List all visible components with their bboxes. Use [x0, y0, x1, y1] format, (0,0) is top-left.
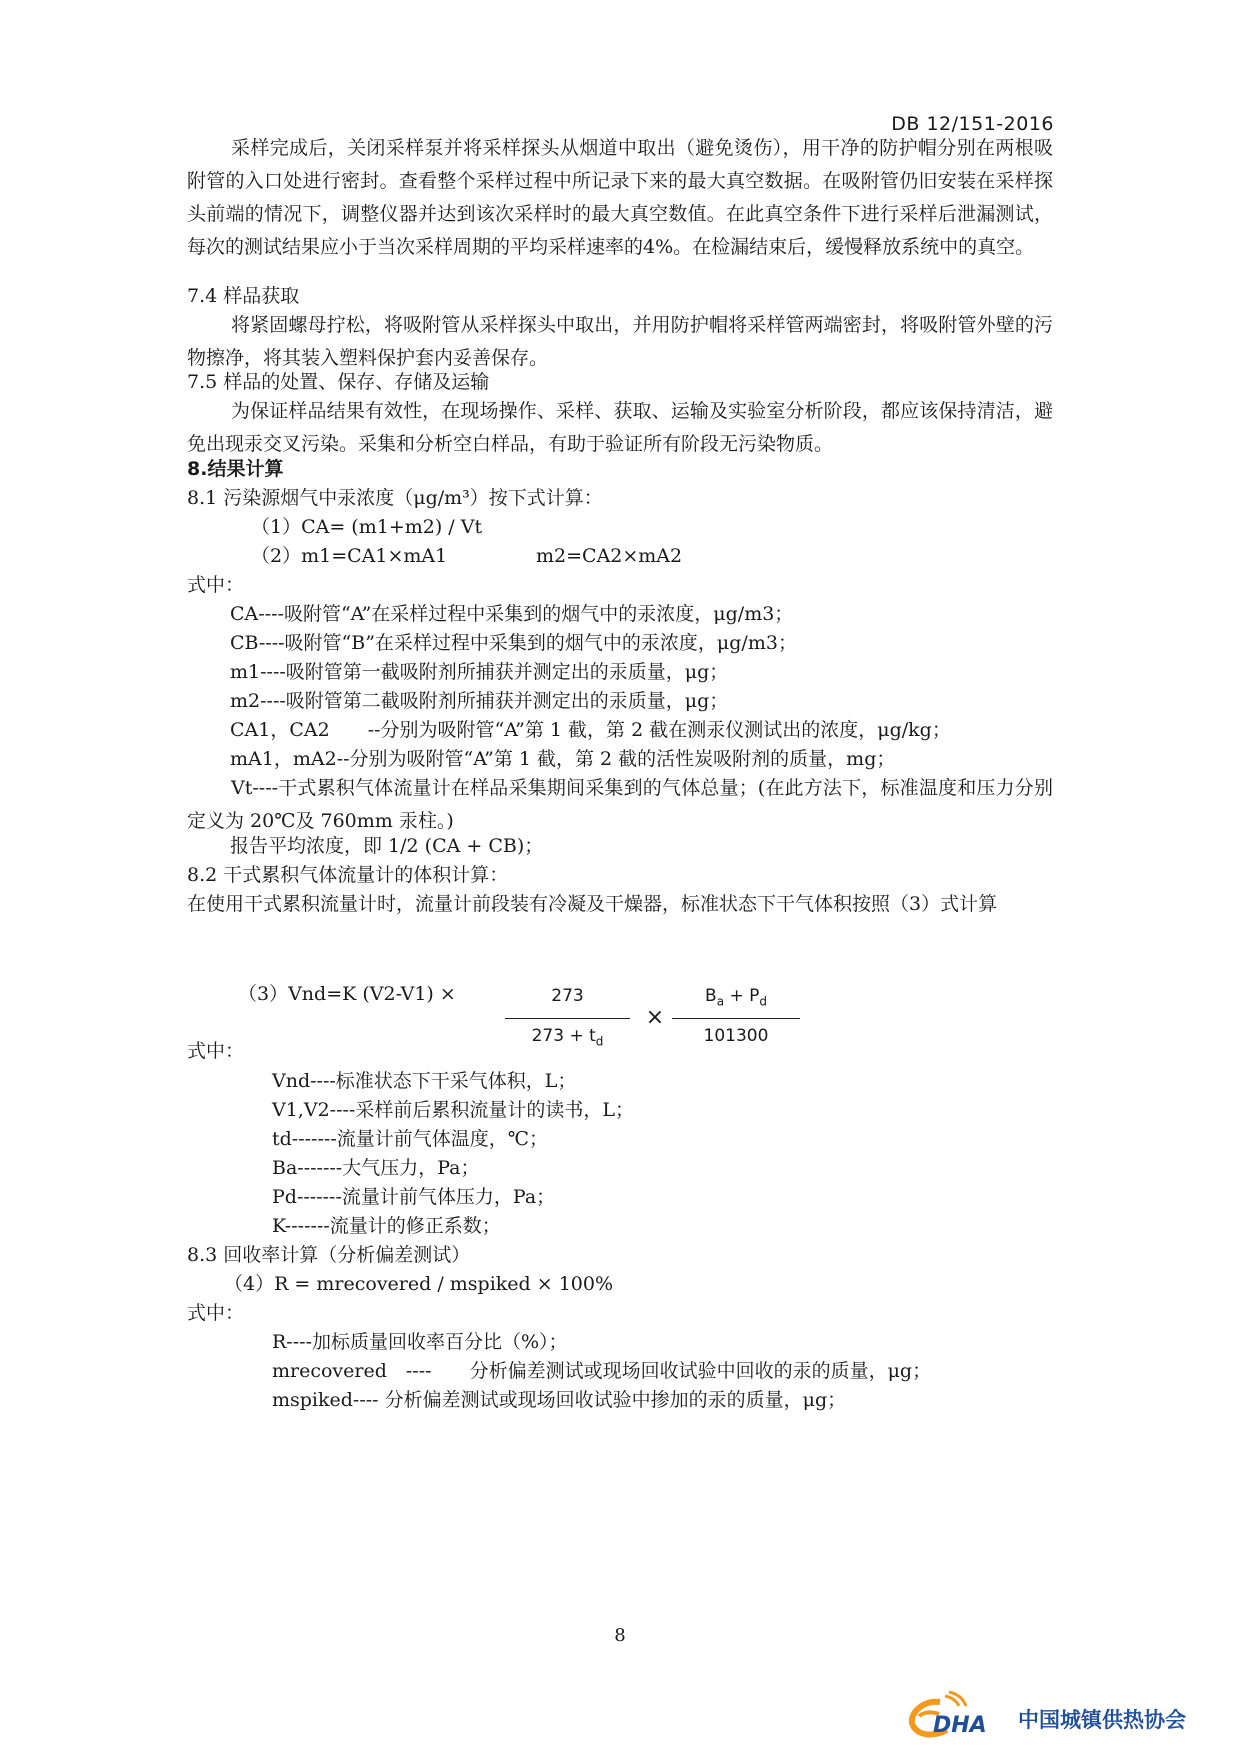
- paragraph-sampling-complete: 采样完成后，关闭采样泵并将采样探头从烟道中取出（避免烫伤），用干净的防护帽分别在两根吸附管的入口处进行密封。查看整个采样过程中所记录下来的最大真空数据。在吸附管仍旧安装在采样探头前端的情况下，调整仪器并达到该次采样时的最大真空数值。在此真空条件下进行采样后泄漏测试，每次的测试结果应小于当次采样周期的平均采样速率的4%。在检漏结束后，缓慢释放系统中的真空。: [187, 137, 1053, 258]
- definition-m1: m1----吸附管第一截吸附剂所捕获并测定出的汞质量，μg；: [230, 661, 729, 683]
- formula-4: （4）R = mrecovered / mspiked × 100%: [224, 1273, 614, 1295]
- definition-ca: CA----吸附管“A”在采样过程中采集到的烟气中的汞浓度，μg/m3；: [230, 603, 794, 625]
- section-8-2-text: 在使用干式累积流量计时，流量计前段装有冷凝及干燥器，标准状态下干气体积按照（3）式计算: [187, 893, 998, 915]
- where-label-2: 式中：: [187, 1040, 245, 1062]
- where-label-1: 式中：: [187, 574, 245, 596]
- definition-cb: CB----吸附管“B”在采样过程中采集到的烟气中的汞浓度，μg/m3；: [230, 632, 797, 654]
- logo-text: 中国城镇供热协会: [1018, 1708, 1186, 1732]
- fraction-2-numerator: $B_a + P_d$: [705, 986, 767, 1009]
- definition-vt: Vt----干式累积气体流量计在样品采集期间采集到的气体总量；(在此方法下，标准温度和压力分别定义为 20℃及 760mm 汞柱。): [187, 777, 1053, 832]
- definition-k: K-------流量计的修正系数；: [272, 1215, 501, 1237]
- fraction-1-denominator: $273 + t_d$: [531, 1026, 604, 1049]
- multiply-sign: ×: [645, 1005, 665, 1030]
- fraction-2-bar: [672, 1018, 800, 1019]
- fraction-1-bar: [505, 1018, 630, 1019]
- section-8-1-title: 8.1 污染源烟气中汞浓度（μg/m³）按下式计算：: [187, 487, 603, 509]
- section-7-5-title: 7.5 样品的处置、保存、存储及运输: [187, 371, 490, 393]
- definition-ba: Ba-------大气压力，Pa；: [272, 1157, 480, 1179]
- definition-td: td-------流量计前气体温度，℃；: [272, 1128, 548, 1150]
- definition-mspiked: mspiked---- 分析偏差测试或现场回收试验中掺加的汞的质量，μg；: [272, 1389, 847, 1411]
- svg-text:DHA: DHA: [933, 1713, 987, 1738]
- section-7-5-text: 为保证样品结果有效性，在现场操作、采样、获取、运输及实验室分析阶段，都应该保持清洁，避免出现汞交叉污染。采集和分析空白样品，有助于验证所有阶段无污染物质。: [187, 400, 1053, 455]
- section-8-title: 8.结果计算: [187, 458, 284, 480]
- definition-ca1-ca2: CA1，CA2 --分别为吸附管“A”第 1 截，第 2 截在测汞仪测试出的浓度，μg/kg；: [230, 719, 951, 741]
- definition-mrecovered: mrecovered ---- 分析偏差测试或现场回收试验中回收的汞的质量，μg；: [272, 1360, 932, 1382]
- association-logo: [905, 1690, 1225, 1740]
- definition-ma1-ma2: mA1，mA2--分别为吸附管“A”第 1 截，第 2 截的活性炭吸附剂的质量，mg；: [230, 748, 896, 770]
- formula-2b: m2=CA2×mA2: [536, 545, 683, 567]
- formula-1: （1）CA= (m1+m2) / Vt: [251, 516, 483, 538]
- where-label-3: 式中：: [187, 1302, 245, 1324]
- page-number: 8: [614, 1625, 626, 1646]
- definition-r: R----加标质量回收率百分比（%）；: [272, 1331, 568, 1353]
- formula-3-left: （3）Vnd=K (V2-V1) ×: [238, 983, 456, 1005]
- definition-m2: m2----吸附管第二截吸附剂所捕获并测定出的汞质量，μg；: [230, 690, 729, 712]
- fraction-2-denominator: 101300: [703, 1026, 769, 1046]
- document-code: DB 12/151-2016: [891, 113, 1054, 135]
- definition-pd: Pd-------流量计前气体压力，Pa；: [272, 1186, 556, 1208]
- section-7-4-text: 将紧固螺母拧松，将吸附管从采样探头中取出，并用防护帽将采样管两端密封，将吸附管外壁的污物擦净，将其装入塑料保护套内妥善保存。: [187, 314, 1053, 369]
- formula-2a: （2）m1=CA1×mA1: [251, 545, 448, 567]
- section-7-4-title: 7.4 样品获取: [187, 285, 300, 307]
- section-8-3-title: 8.3 回收率计算（分析偏差测试）: [187, 1244, 471, 1266]
- section-8-2-title: 8.2 干式累积气体流量计的体积计算：: [187, 864, 509, 886]
- report-average: 报告平均浓度，即 1/2 (CA + CB)；: [230, 835, 544, 857]
- definition-vnd: Vnd----标准状态下干采气体积，L；: [272, 1070, 577, 1092]
- fraction-1-numerator: 273: [551, 986, 584, 1006]
- definition-v1-v2: V1,V2----采样前后累积流量计的读书，L；: [272, 1099, 634, 1121]
